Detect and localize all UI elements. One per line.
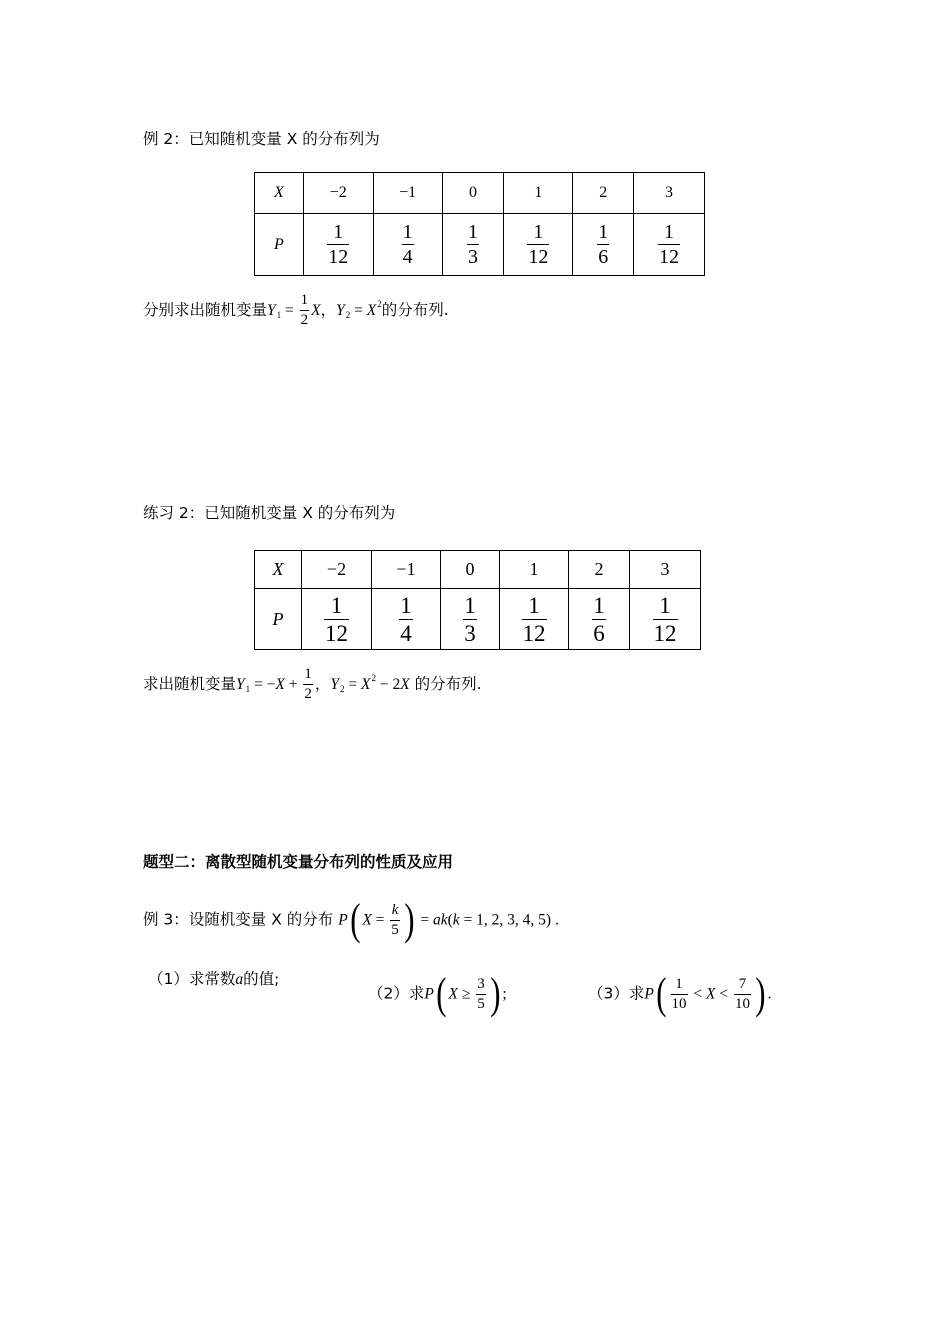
ex2-title: 例 2：已知随机变量 X 的分布列为 xyxy=(143,130,380,148)
table-p-cell: $\frac{1}{4}$ xyxy=(373,214,442,276)
table-x-cell: 1 xyxy=(500,551,569,589)
table-p-cell: $\frac{1}{12}$ xyxy=(634,214,705,276)
table-x-cell: 3 xyxy=(634,173,705,214)
table-p-cell: $\frac{1}{3}$ xyxy=(442,214,504,276)
practice2-distribution-table xyxy=(254,550,701,650)
table-x-cell: −2 xyxy=(302,551,372,589)
table-p-cell: $\frac{1}{12}$ xyxy=(500,589,569,650)
table-x-cell: −1 xyxy=(373,173,442,214)
table-p-header: P xyxy=(255,589,302,650)
ex3-question-2: （2）求P( X ≥ $\frac{3}{5}$ ) ; xyxy=(368,969,507,1018)
practice2-question: 求出随机变量$Y_1 = -X$ + $\frac{1}{2}$ ，$Y_2 = X^2 - 2X$ 的分布列. xyxy=(143,666,482,702)
table-x-cell: 0 xyxy=(441,551,500,589)
table-p-cell: $\frac{1}{12}$ xyxy=(630,589,701,650)
table-p-cell: $\frac{1}{12}$ xyxy=(504,214,573,276)
table-x-cell: 3 xyxy=(630,551,701,589)
table-p-cell: $\frac{1}{12}$ xyxy=(302,589,372,650)
table-x-cell: 2 xyxy=(569,551,630,589)
practice2-title: 练习 2：已知随机变量 X 的分布列为 xyxy=(143,504,396,522)
table-p-cell: $\frac{1}{6}$ xyxy=(569,589,630,650)
table-x-header: X xyxy=(255,551,302,589)
table-x-cell: 2 xyxy=(573,173,634,214)
table-x-header: X xyxy=(255,173,304,214)
table-x-cell: −2 xyxy=(303,173,373,214)
table-p-cell: $\frac{1}{6}$ xyxy=(573,214,634,276)
ex2-question: 分别求出随机变量$Y_1$ = $\frac{1}{2}$ X，$Y_2 = X^2$的分布列. xyxy=(143,292,449,328)
table-x-cell: 0 xyxy=(442,173,504,214)
table-p-cell: $\frac{1}{4}$ xyxy=(372,589,441,650)
section2-heading: 题型二：离散型随机变量分布列的性质及应用 xyxy=(143,853,454,871)
table-x-cell: −1 xyxy=(372,551,441,589)
ex3-question-3: （3）求P( $\frac{1}{10}$ < X < $\frac{7}{10}$ ) . xyxy=(588,969,772,1018)
ex2-distribution-table xyxy=(254,172,705,276)
table-p-cell: $\frac{1}{12}$ xyxy=(303,214,373,276)
table-p-cell: $\frac{1}{3}$ xyxy=(441,589,500,650)
table-x-cell: 1 xyxy=(504,173,573,214)
ex3-statement: 例 3：设随机变量 X 的分布 P( X = $\frac{k}{5}$ ) = ak(k = 1, 2, 3, 4, 5) . xyxy=(143,895,559,944)
ex3-question-1: （1）求常数a的值; xyxy=(148,970,280,988)
table-p-header: P xyxy=(255,214,304,276)
